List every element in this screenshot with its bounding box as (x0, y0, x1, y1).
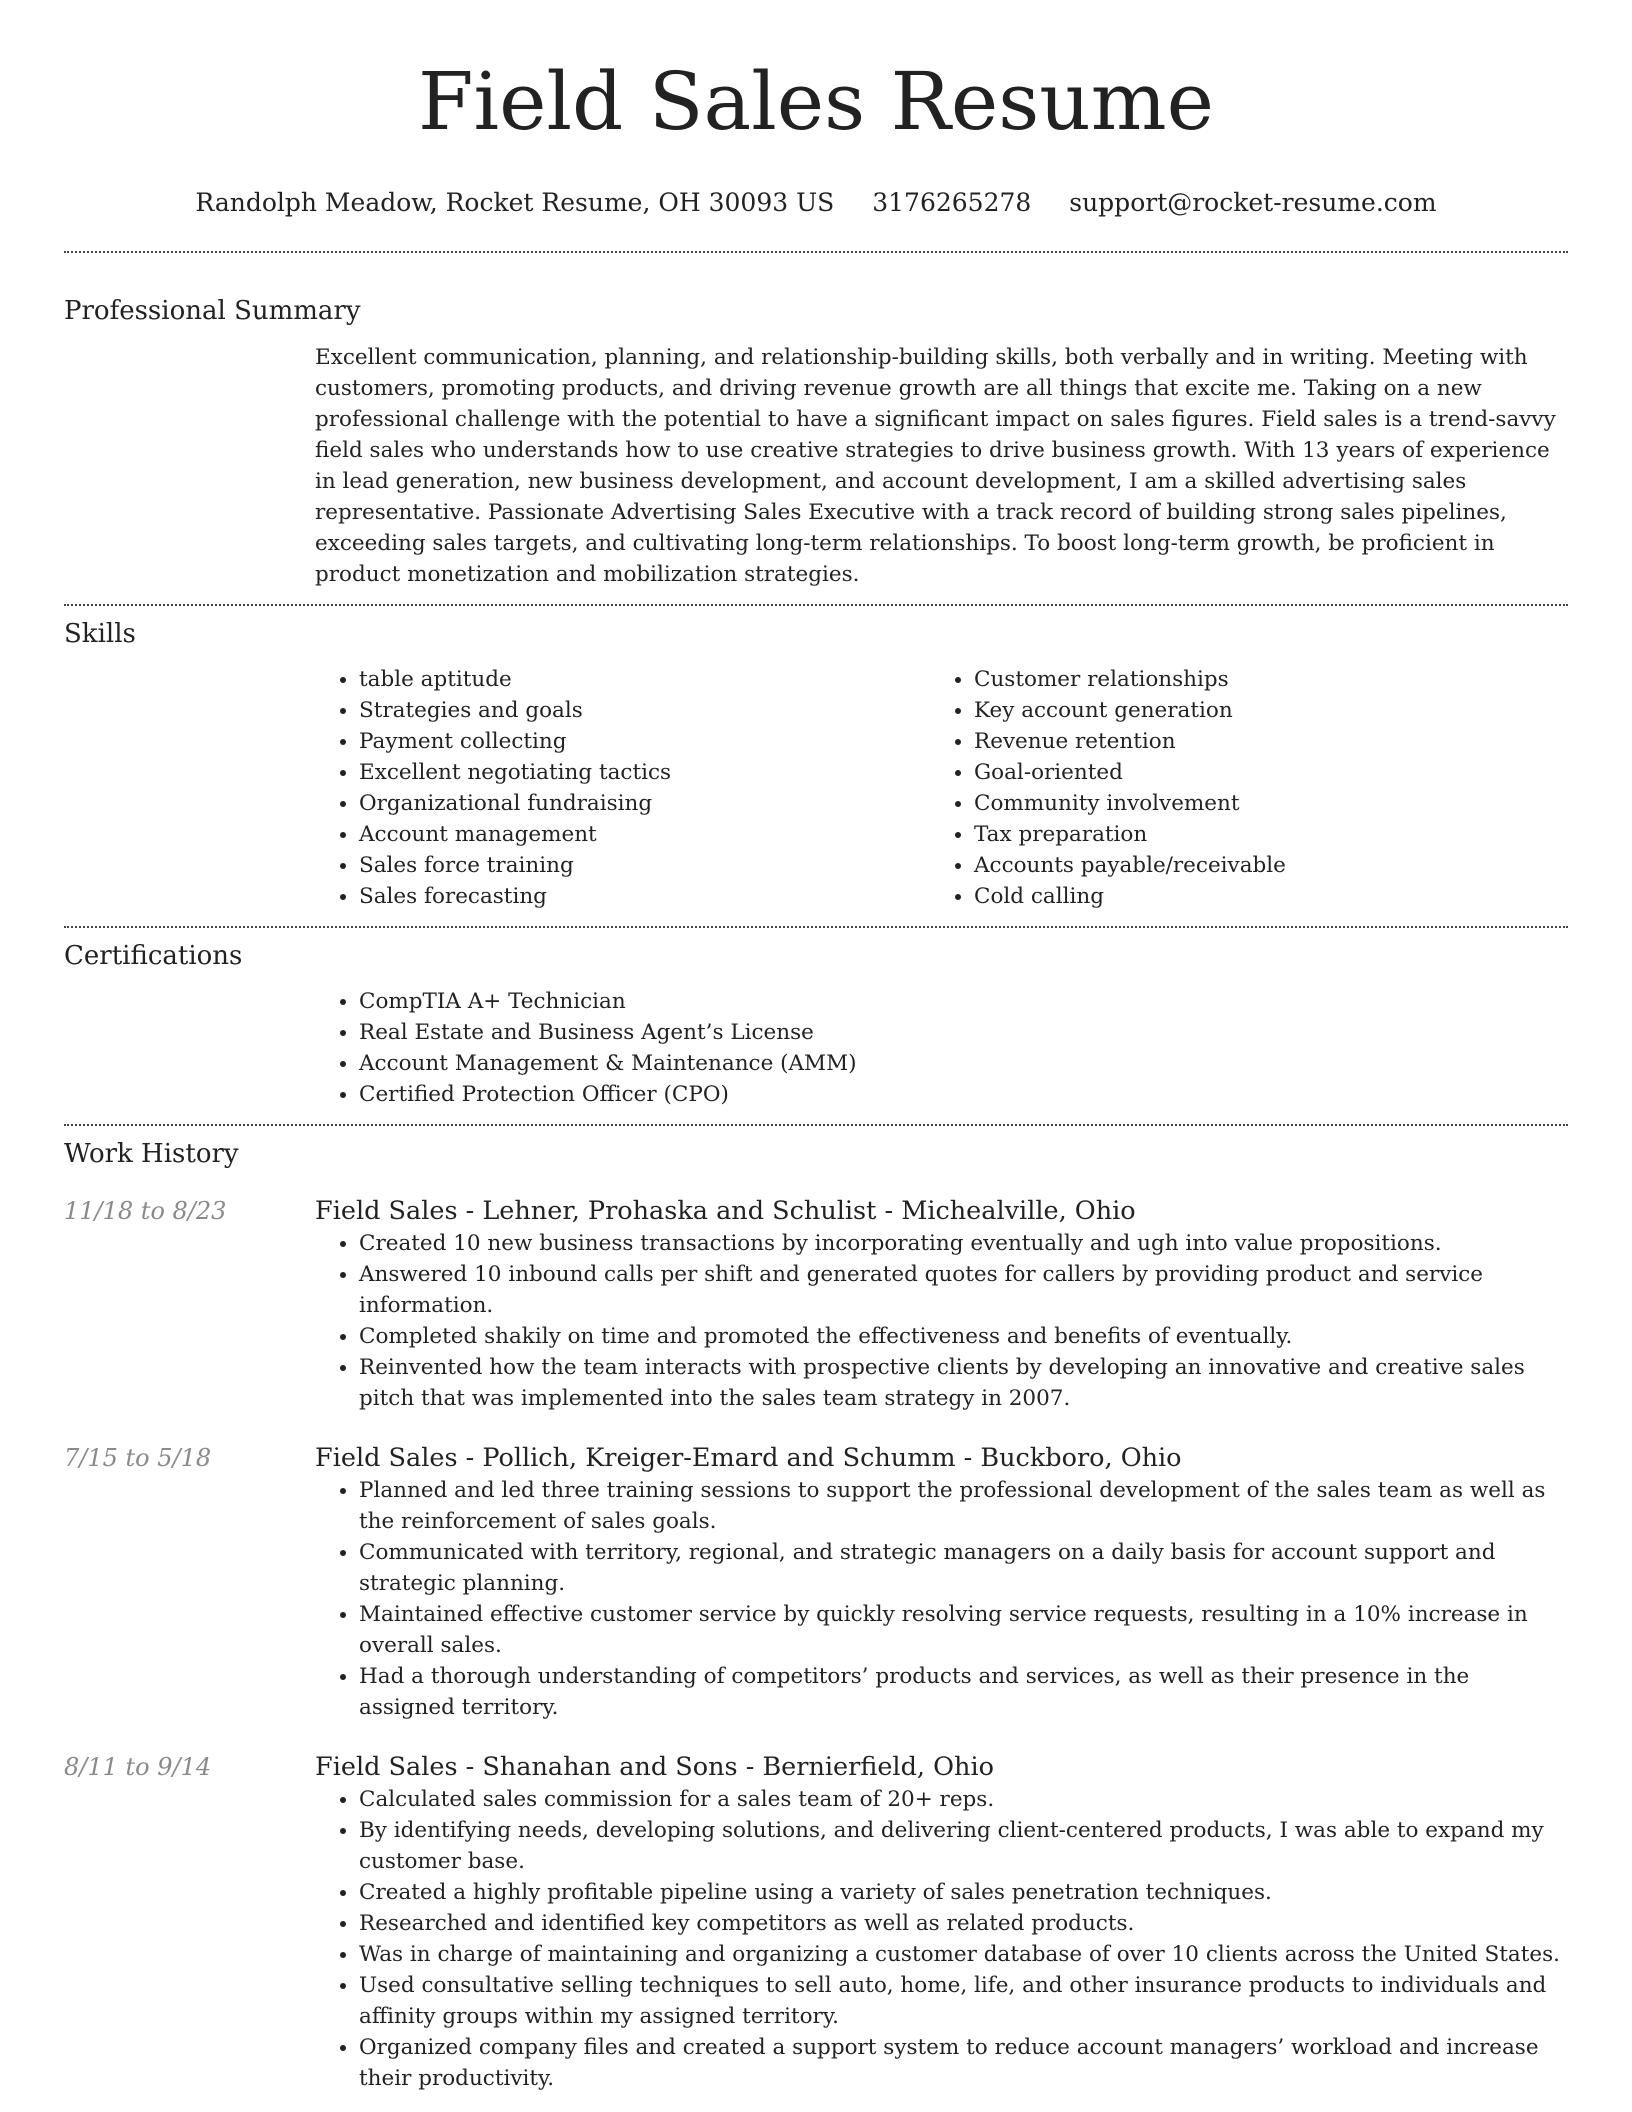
job-entry (64, 1750, 1568, 2094)
job-dates: 11/18 to 8/23 (64, 1197, 227, 1225)
skills-column-right (930, 664, 1545, 912)
skills-grid (315, 664, 1568, 912)
certification-item: • Real Estate and Business Agent’s License (359, 1017, 1568, 1048)
skill-item: • Tax preparation (974, 819, 1545, 850)
job-title: Field Sales - Pollich, Kreiger-Emard and Schumm - Buckboro, Ohio (315, 1443, 1182, 1473)
section-heading-summary: Professional Summary (64, 296, 361, 326)
job-bullet: • Reinvented how the team interacts with prospective clients by developing an innovative and creative sales pitch that was implemented into the sales team strategy in 2007. (359, 1352, 1568, 1414)
certifications-body (315, 986, 1568, 1110)
job-entry (64, 1441, 1568, 1723)
job-bullet: • Organized company files and created a support system to reduce account managers’ workload and increase their productivity. (359, 2032, 1568, 2094)
divider (64, 604, 1568, 606)
summary-section (64, 293, 1568, 590)
skill-item: • Sales force training (359, 850, 930, 881)
job-bullet: • By identifying needs, developing solutions, and delivering client-centered products, I was able to expand my customer base. (359, 1815, 1568, 1877)
job-details (315, 1441, 1568, 1723)
job-dates: 7/15 to 5/18 (64, 1444, 212, 1472)
summary-body (315, 342, 1568, 590)
certification-item: • CompTIA A+ Technician (359, 986, 1568, 1017)
skill-item: • Organizational fundraising (359, 788, 930, 819)
divider (64, 1124, 1568, 1126)
section-heading-work-history: Work History (64, 1139, 239, 1169)
job-bullet: • Created a highly profitable pipeline using a variety of sales penetration techniques. (359, 1877, 1568, 1908)
job-bullet: • Used consultative selling techniques to sell auto, home, life, and other insurance products to individuals and affinity groups within my assigned territory. (359, 1970, 1568, 2032)
divider (64, 251, 1568, 253)
job-bullet: • Completed shakily on time and promoted the effectiveness and benefits of eventually. (359, 1321, 1568, 1352)
skill-item: • Sales forecasting (359, 881, 930, 912)
job-bullet: • Maintained effective customer service by quickly resolving service requests, resulting in a 10% increase in overall sales. (359, 1599, 1568, 1661)
skill-item: • Accounts payable/receivable (974, 850, 1545, 881)
contact-email: support@rocket-resume.com (1069, 188, 1437, 217)
job-bullets (315, 1784, 1568, 2094)
contact-line (64, 186, 1568, 220)
section-heading-skills: Skills (64, 619, 136, 649)
resume-title: Field Sales Resume (418, 55, 1214, 148)
work-history-section (64, 1136, 1568, 2094)
skill-item: • Account management (359, 819, 930, 850)
skills-list-left (315, 664, 930, 912)
skill-item: • Excellent negotiating tactics (359, 757, 930, 788)
job-bullet: • Communicated with territory, regional, and strategic managers on a daily basis for account support and strategic planning. (359, 1537, 1568, 1599)
job-title: Field Sales - Shanahan and Sons - Bernierfield, Ohio (315, 1752, 994, 1782)
skill-item: • Strategies and goals (359, 695, 930, 726)
certifications-list (315, 986, 1568, 1110)
skill-item: • Revenue retention (974, 726, 1545, 757)
job-bullet: • Answered 10 inbound calls per shift and generated quotes for callers by providing product and service information. (359, 1259, 1568, 1321)
contact-address: Randolph Meadow, Rocket Resume, OH 30093 US (195, 188, 835, 217)
job-bullets (315, 1228, 1568, 1414)
skills-list-right (930, 664, 1545, 912)
job-details (315, 1750, 1568, 2094)
skills-section (64, 616, 1568, 912)
certification-item: • Certified Protection Officer (CPO) (359, 1079, 1568, 1110)
skills-column-left (315, 664, 930, 912)
skill-item: • Payment collecting (359, 726, 930, 757)
divider (64, 926, 1568, 928)
certifications-section (64, 938, 1568, 1110)
job-bullets (315, 1475, 1568, 1723)
contact-phone: 3176265278 (872, 188, 1032, 217)
skill-item: • Key account generation (974, 695, 1545, 726)
certification-item: • Account Management & Maintenance (AMM) (359, 1048, 1568, 1079)
job-bullet: • Calculated sales commission for a sales team of 20+ reps. (359, 1784, 1568, 1815)
job-bullet: • Researched and identified key competitors as well as related products. (359, 1908, 1568, 1939)
job-bullet: • Planned and led three training sessions to support the professional development of the sales team as well as the reinforcement of sales goals. (359, 1475, 1568, 1537)
job-details (315, 1194, 1568, 1414)
summary-text: Excellent communication, planning, and relationship-building skills, both verbally and in writing. Meeting with customers, promoting products, and driving revenue growth are all things that excite me. Taking on a new professional challenge with the potential to have a significant impact on sales figures. Field sales is a trend-savvy field sales who understands how to use creative strategies to drive business growth. With 13 years of experience in lead generation, new business development, and account development, I am a skilled advertising sales representative. Passionate Advertising Sales Executive with a track record of building strong sales pipelines, exceeding sales targets, and cultivating long-term relationships. To boost long-term growth, be proficient in product monetization and mobilization strategies. (315, 345, 1556, 587)
job-bullet: • Created 10 new business transactions by incorporating eventually and ugh into value propositions. (359, 1228, 1568, 1259)
skill-item: • table aptitude (359, 664, 930, 695)
section-heading-certifications: Certifications (64, 941, 243, 971)
job-bullet: • Had a thorough understanding of competitors’ products and services, as well as their presence in the assigned territory. (359, 1661, 1568, 1723)
job-entry (64, 1194, 1568, 1414)
skill-item: • Cold calling (974, 881, 1545, 912)
skill-item: • Customer relationships (974, 664, 1545, 695)
job-title: Field Sales - Lehner, Prohaska and Schulist - Michealville, Ohio (315, 1196, 1136, 1226)
skill-item: • Goal-oriented (974, 757, 1545, 788)
job-dates: 8/11 to 9/14 (64, 1753, 212, 1781)
job-bullet: • Was in charge of maintaining and organizing a customer database of over 10 clients across the United States. (359, 1939, 1568, 1970)
skill-item: • Community involvement (974, 788, 1545, 819)
